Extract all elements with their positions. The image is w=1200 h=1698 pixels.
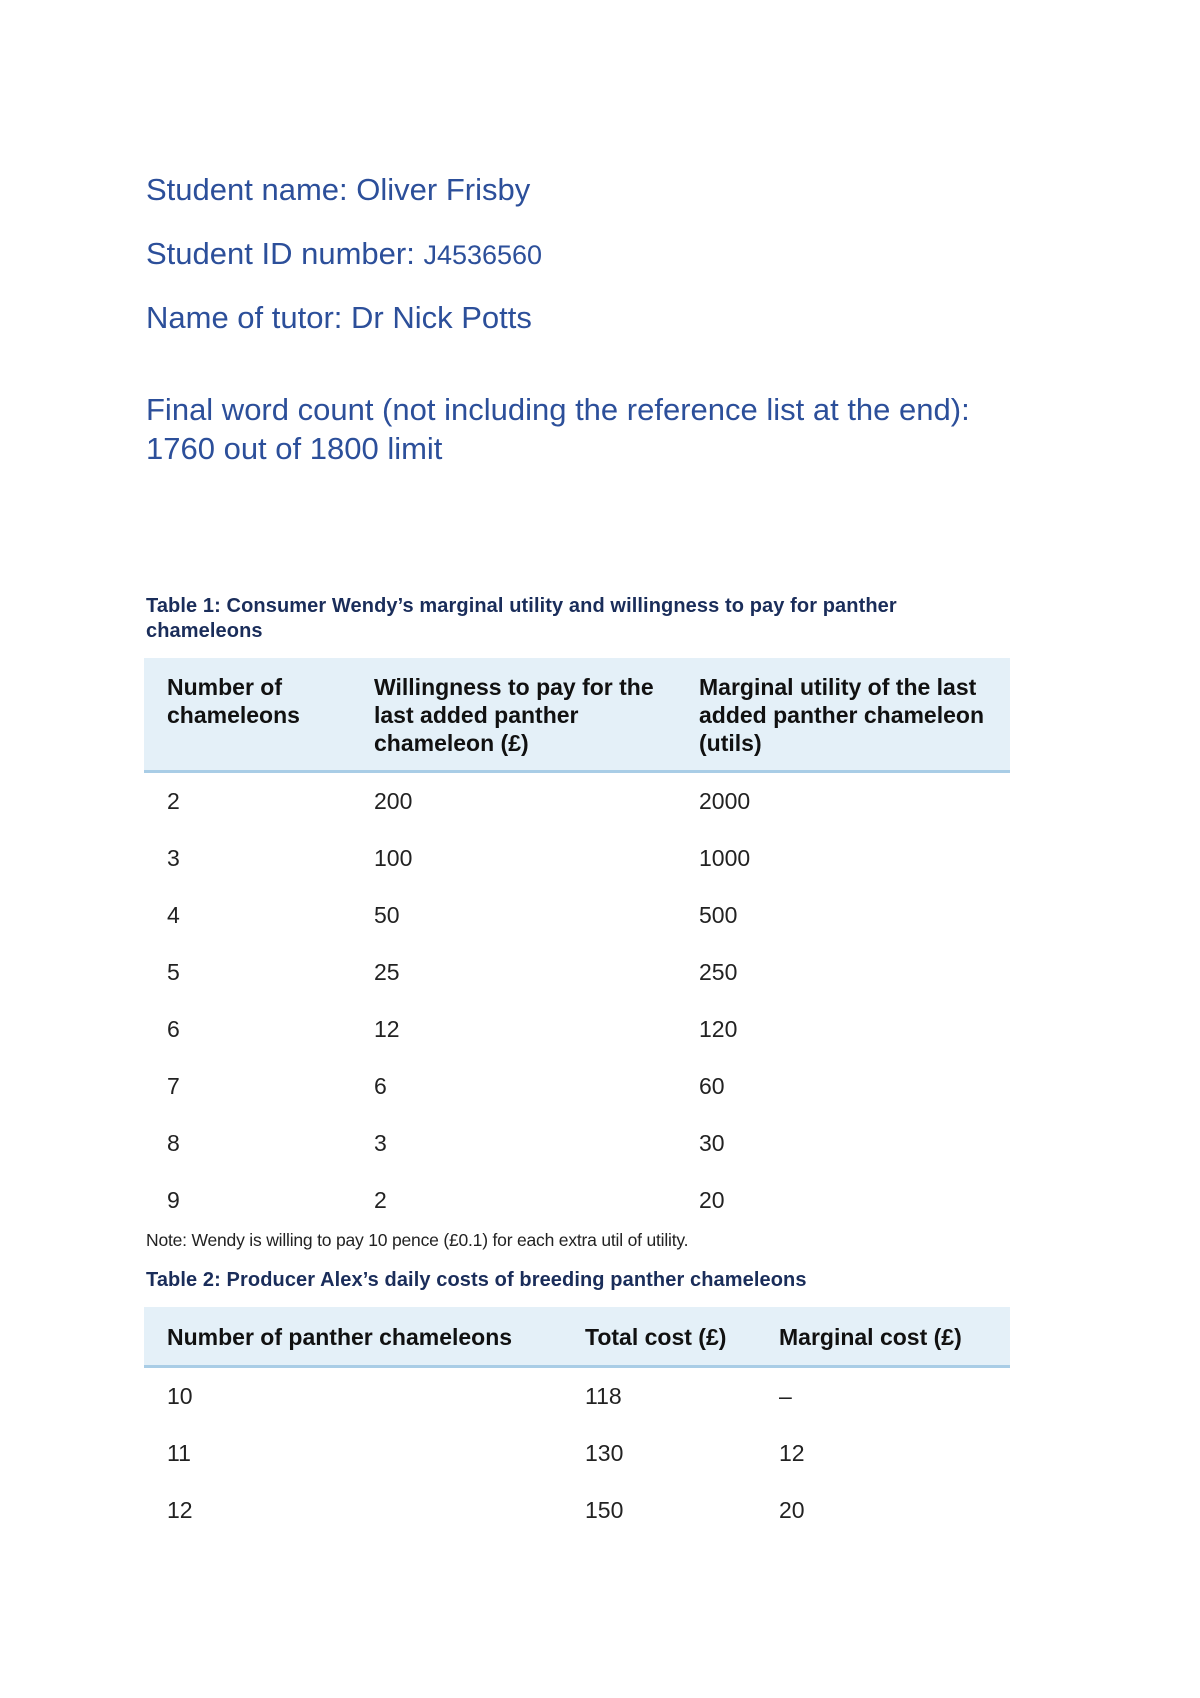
- table-cell: 12: [374, 1016, 400, 1042]
- table1-col-willingness: Willingness to pay for the last added panther chameleon (£): [351, 658, 676, 772]
- table1-header-row: [144, 658, 1010, 772]
- student-id: [146, 234, 542, 275]
- table1-caption: Table 1: Consumer Wendy’s marginal utility and willingness to pay for panther chameleons: [146, 595, 897, 642]
- table1-col-utility: Marginal utility of the last added panther chameleon (utils): [676, 658, 1010, 772]
- table1-col-count: Number of chameleons: [144, 658, 351, 772]
- table-row: [144, 1001, 1010, 1058]
- table2-header-row: [144, 1307, 1010, 1367]
- student-name: Student name: Oliver Frisby: [146, 172, 531, 207]
- table-cell: 30: [699, 1130, 725, 1156]
- table-cell: 4: [167, 902, 180, 928]
- table2-col-total-cost: Total cost (£): [562, 1307, 756, 1367]
- table-cell: 118: [585, 1383, 622, 1409]
- table-cell: 12: [167, 1497, 193, 1523]
- table-cell: 6: [374, 1073, 387, 1099]
- tutor-name: Name of tutor: Dr Nick Potts: [146, 300, 532, 335]
- table-cell: 8: [167, 1130, 180, 1156]
- table-cell: 6: [167, 1016, 180, 1042]
- table-cell: 25: [374, 959, 400, 985]
- table-row: [144, 1367, 1010, 1426]
- table-row: [144, 1425, 1010, 1482]
- table2: [144, 1307, 1010, 1539]
- table-cell: 500: [699, 902, 738, 928]
- table-row: [144, 887, 1010, 944]
- table-cell: 10: [167, 1383, 193, 1409]
- table-row: [144, 944, 1010, 1001]
- table-cell: 7: [167, 1073, 180, 1099]
- table-cell: 9: [167, 1187, 180, 1213]
- table-cell: 2000: [699, 788, 751, 814]
- table-cell: 3: [374, 1130, 387, 1156]
- table2-caption: Table 2: Producer Alex’s daily costs of breeding panther chameleons: [146, 1269, 807, 1291]
- table-cell: 100: [374, 845, 413, 871]
- table-cell: 120: [699, 1016, 738, 1042]
- table-cell: 2: [374, 1187, 387, 1213]
- table-cell: 60: [699, 1073, 725, 1099]
- table-cell: 130: [585, 1440, 624, 1466]
- student-id-label: Student ID number:: [146, 236, 424, 271]
- table-row: [144, 1482, 1010, 1539]
- table1: [144, 658, 1010, 1229]
- table-cell: 20: [699, 1187, 725, 1213]
- table-cell: 250: [699, 959, 738, 985]
- table-cell: 150: [585, 1497, 624, 1523]
- table-row: [144, 1058, 1010, 1115]
- table-cell: 1000: [699, 845, 751, 871]
- table-cell: 12: [779, 1440, 805, 1466]
- table-cell: 2: [167, 788, 180, 814]
- table-row: [144, 1115, 1010, 1172]
- table-cell: 20: [779, 1497, 805, 1523]
- table-cell: 5: [167, 959, 180, 985]
- table-cell: 11: [167, 1440, 191, 1466]
- table-cell: 3: [167, 845, 180, 871]
- table2-col-marginal-cost: Marginal cost (£): [756, 1307, 1010, 1367]
- table-cell: 200: [374, 788, 413, 814]
- table-cell: 50: [374, 902, 400, 928]
- student-id-value: J4536560: [423, 240, 543, 270]
- table-row: [144, 830, 1010, 887]
- table1-note: Note: Wendy is willing to pay 10 pence (£0.1) for each extra util of utility.: [146, 1230, 689, 1250]
- table-row: [144, 772, 1010, 831]
- word-count: Final word count (not including the reference list at the end): 1760 out of 1800 limit: [146, 392, 970, 466]
- table-row: [144, 1172, 1010, 1229]
- table-cell: –: [779, 1383, 792, 1409]
- table2-col-count: Number of panther chameleons: [144, 1307, 562, 1367]
